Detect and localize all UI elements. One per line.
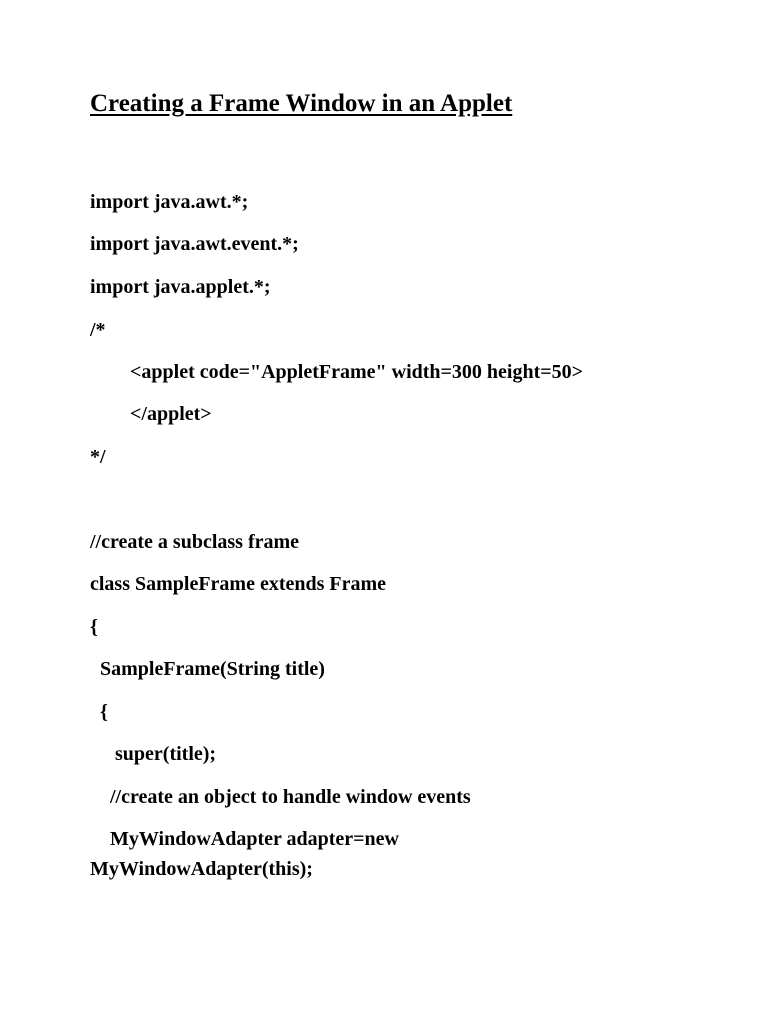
code-line-constructor-open-brace: {: [90, 701, 108, 723]
document-title: Creating a Frame Window in an Applet: [90, 90, 513, 117]
code-line-applet-close-tag: </applet>: [90, 403, 212, 425]
code-line-constructor: SampleFrame(String title): [90, 658, 325, 680]
code-line-import-applet: import java.applet.*;: [90, 276, 271, 298]
code-line-comment-close: */: [90, 446, 106, 468]
code-line-adapter-comment: //create an object to handle window events: [90, 786, 471, 808]
code-line-applet-tag: <applet code="AppletFrame" width=300 height=50>: [90, 361, 584, 383]
code-line-adapter-declaration: MyWindowAdapter adapter=new: [90, 828, 400, 850]
code-line-class-declaration: class SampleFrame extends Frame: [90, 573, 387, 595]
code-line-comment-open: /*: [90, 319, 106, 341]
code-line-import-awt: import java.awt.*;: [90, 191, 249, 213]
code-line-super-call: super(title);: [90, 743, 217, 765]
code-line-class-open-brace: {: [90, 616, 98, 638]
code-line-subclass-comment: //create a subclass frame: [90, 531, 300, 553]
code-line-adapter-constructor: MyWindowAdapter(this);: [90, 858, 313, 880]
code-line-import-awt-event: import java.awt.event.*;: [90, 233, 299, 255]
